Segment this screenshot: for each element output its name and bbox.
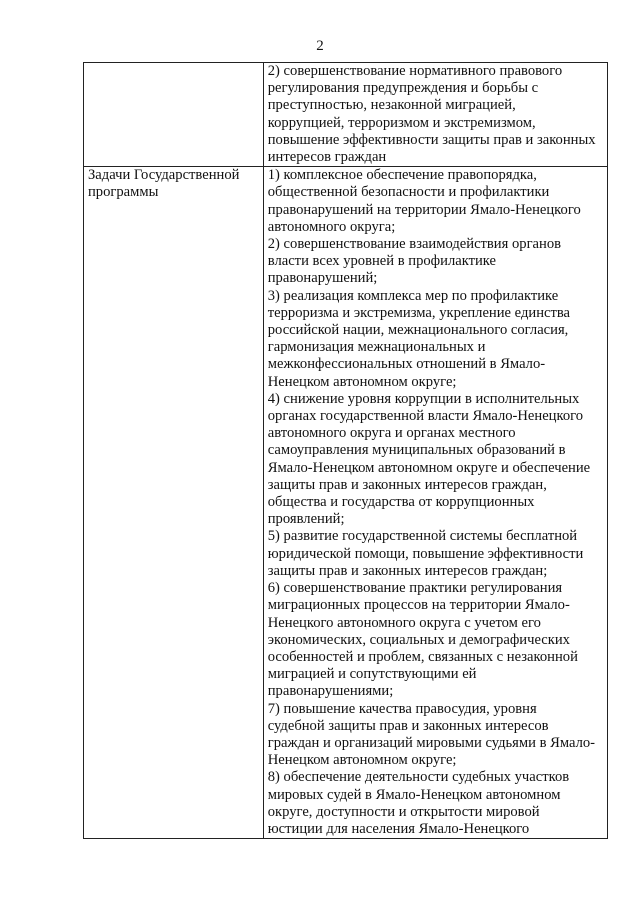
content-line: 3) реализация комплекса мер по профилактике: [267, 287, 559, 304]
content-line: повышение эффективности защиты прав и законных: [267, 131, 596, 148]
row-label-cell: [84, 167, 264, 839]
content-line: 4) снижение уровня коррупции в исполнительных: [267, 390, 580, 407]
content-line: самоуправления муниципальных образований в: [267, 442, 566, 459]
content-line: округе, доступности и открытости мировой: [267, 803, 540, 820]
content-line: граждан и организаций мировыми судьями в Ямало-: [267, 734, 596, 751]
content-line: Ненецкого автономного округа с учетом его: [267, 614, 541, 631]
content-line: гармонизация межнациональных и: [267, 339, 486, 356]
content-line: 2) совершенствование нормативного правового: [267, 63, 563, 79]
content-line: 1) комплексное обеспечение правопорядка,: [267, 167, 537, 184]
content-line: Ненецком автономном округе;: [267, 752, 457, 769]
content-line: власти всех уровней в профилактике: [267, 253, 496, 270]
content-line: юридической помощи, повышение эффективности: [267, 545, 584, 562]
content-line: автономного округа и органах местного: [267, 425, 516, 442]
content-line: 2) совершенствование взаимодействия органов: [267, 236, 562, 253]
content-line: регулирования предупреждения и борьбы с: [267, 80, 539, 97]
content-line: 5) развитие государственной системы бесплатной: [267, 528, 578, 545]
row-label-cell: [84, 63, 264, 167]
page-number: 2: [316, 38, 324, 54]
content-line: Ямало-Ненецком автономном округе и обеспечение: [267, 459, 591, 476]
content-line: преступностью, незаконной миграцией,: [267, 97, 516, 114]
content-line: правонарушений;: [267, 270, 378, 287]
table-row: [84, 63, 608, 167]
content-line: миграцией и сопутствующими ей: [267, 666, 477, 683]
content-line: 7) повышение качества правосудия, уровня: [267, 700, 537, 717]
table-row: [84, 167, 608, 839]
content-line: коррупцией, терроризмом и экстремизмом,: [267, 114, 536, 131]
content-line: органах государственной власти Ямало-Ненецкого: [267, 408, 584, 425]
content-line: 8) обеспечение деятельности судебных участков: [267, 769, 570, 786]
program-table-body: [84, 63, 608, 839]
label-line: программы: [88, 184, 159, 201]
content-line: защиты прав и законных интересов граждан,: [267, 476, 547, 493]
content-line: 6) совершенствование практики регулирования: [267, 580, 563, 597]
content-line: интересов граждан: [267, 149, 387, 166]
content-line: автономного округа;: [267, 218, 396, 235]
program-table: [83, 62, 608, 839]
content-line: юстиции для населения Ямало-Ненецкого: [267, 820, 530, 837]
content-line: особенностей и проблем, связанных с незаконной: [267, 648, 578, 665]
content-line: Ненецком автономном округе;: [267, 373, 457, 390]
content-line: терроризма и экстремизма, укрепление единства: [267, 304, 571, 321]
content-line: защиты прав и законных интересов граждан;: [267, 562, 548, 579]
content-line: правонарушений на территории Ямало-Ненецкого: [267, 201, 581, 218]
content-line: общественной безопасности и профилактики: [267, 184, 550, 201]
content-line: проявлений;: [267, 511, 345, 528]
content-line: миграционных процессов на территории Ямало-: [267, 597, 570, 614]
content-line: общества и государства от коррупционных: [267, 494, 535, 511]
row-content-cell: [263, 63, 607, 167]
content-line: межконфессиональных отношений в Ямало-: [267, 356, 546, 373]
content-line: российской нации, межнационального согласия,: [267, 322, 569, 339]
row-content-cell: [263, 167, 607, 839]
content-line: правонарушениями;: [267, 683, 394, 700]
content-line: мировых судей в Ямало-Ненецком автономном: [267, 786, 561, 803]
label-line: Задачи Государственной: [88, 167, 240, 184]
content-line: судебной защиты прав и законных интересов: [267, 717, 549, 734]
content-line: экономических, социальных и демографических: [267, 631, 570, 648]
